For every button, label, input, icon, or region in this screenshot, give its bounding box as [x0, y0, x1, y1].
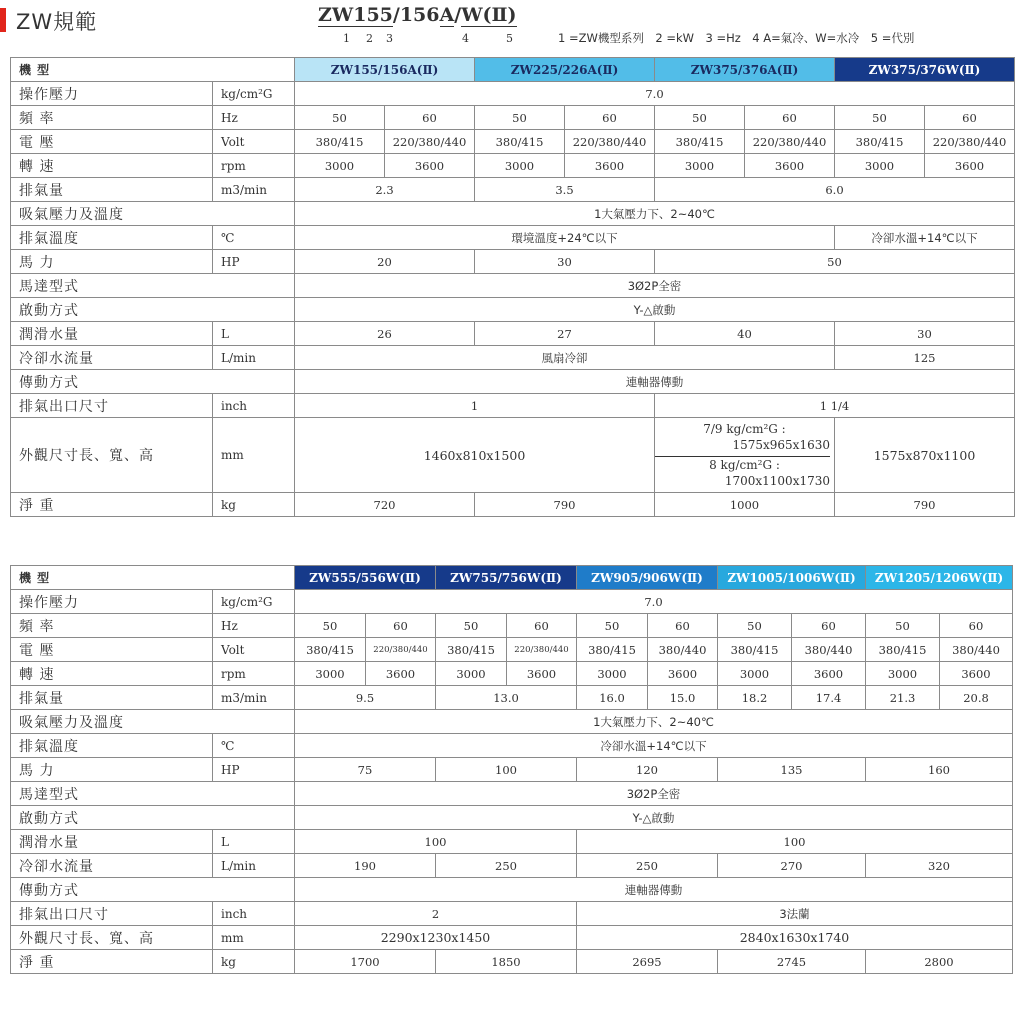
row-label: 操作壓力 [11, 82, 213, 106]
cell-value: 2290x1230x1450 [295, 926, 577, 950]
cell-value: 26 [295, 322, 475, 346]
cell-value: 250 [436, 854, 577, 878]
cell-value: 1000 [655, 493, 835, 517]
cell-value: 220/380/440 [507, 638, 577, 662]
cell-value: 20.8 [940, 686, 1013, 710]
row-unit: Hz [213, 106, 295, 130]
model-code-legend: 1 =ZW機型系列 2 =kW 3 =Hz 4 A=氣冷、W=水冷 5 =代別 [558, 31, 915, 45]
row-unit: m3/min [213, 686, 295, 710]
table-row [11, 854, 1013, 878]
cell-value: 380/415 [436, 638, 507, 662]
cell-value: 3600 [366, 662, 436, 686]
cell-value: 27 [475, 322, 655, 346]
row-label: 電 壓 [11, 638, 213, 662]
model-header: ZW905/906W(Ⅱ) [577, 566, 718, 590]
cell-value: 3600 [565, 154, 655, 178]
dims-variant-label: 7/9 kg/cm²G : [703, 422, 786, 436]
table-row [11, 106, 1015, 130]
row-unit: kg [213, 493, 295, 517]
cell-value: 3000 [866, 662, 940, 686]
cell-value: 220/380/440 [745, 130, 835, 154]
cell-value: 50 [577, 614, 648, 638]
row-label: 外觀尺寸長、寬、高 [11, 418, 213, 493]
cell-value: 3.5 [475, 178, 655, 202]
cell-value: 125 [835, 346, 1015, 370]
code-digit: 4 [462, 32, 469, 45]
cell-value: 冷卻水溫+14℃以下 [835, 226, 1015, 250]
row-unit: L/min [213, 346, 295, 370]
cell-value: 1大氣壓力下、2~40℃ [295, 710, 1013, 734]
table-row [11, 82, 1015, 106]
cell-value: 17.4 [792, 686, 866, 710]
cell-value: 1 1/4 [655, 394, 1015, 418]
cell-value: 60 [940, 614, 1013, 638]
row-unit: kg/cm²G [213, 590, 295, 614]
model-header: ZW375/376A(Ⅱ) [655, 58, 835, 82]
cell-value: 380/415 [577, 638, 648, 662]
row-label: 排氣量 [11, 686, 213, 710]
model-header: ZW1205/1206W(Ⅱ) [866, 566, 1013, 590]
cell-value: 790 [475, 493, 655, 517]
cell-value: 60 [366, 614, 436, 638]
dims-variant-label: 8 kg/cm²G : [709, 458, 780, 472]
row-label: 排氣出口尺寸 [11, 394, 213, 418]
table-row-models [11, 566, 1013, 590]
table-row [11, 902, 1013, 926]
cell-value: 3000 [295, 154, 385, 178]
cell-value: 190 [295, 854, 436, 878]
row-label: 傳動方式 [11, 878, 295, 902]
cell-value: Y-△啟動 [295, 806, 1013, 830]
cell-value: 3600 [925, 154, 1015, 178]
table-row [11, 590, 1013, 614]
cell-value: 2 [295, 902, 577, 926]
model-header: ZW225/226A(Ⅱ) [475, 58, 655, 82]
cell-value: 60 [565, 106, 655, 130]
spec-table-2 [10, 565, 1013, 974]
model-header: ZW1005/1006W(Ⅱ) [718, 566, 866, 590]
cell-value: 環境溫度+24℃以下 [295, 226, 835, 250]
cell-value: 60 [507, 614, 577, 638]
model-code-kw: 155 [353, 4, 393, 26]
model-code-kw-alt: /156 [392, 4, 440, 26]
row-unit: ℃ [213, 226, 295, 250]
row-unit: kg/cm²G [213, 82, 295, 106]
cell-value: 6.0 [655, 178, 1015, 202]
cell-value: 380/415 [295, 638, 366, 662]
row-unit: ℃ [213, 734, 295, 758]
cell-value: 380/415 [866, 638, 940, 662]
row-label: 馬 力 [11, 250, 213, 274]
row-unit: mm [213, 418, 295, 493]
cell-value: 100 [577, 830, 1013, 854]
row-label: 冷卻水流量 [11, 346, 213, 370]
cell-value: 100 [436, 758, 577, 782]
cell-value: 60 [925, 106, 1015, 130]
cell-value: 1575x870x1100 [835, 418, 1015, 493]
cell-value: 1700 [295, 950, 436, 974]
cell-value: 9.5 [295, 686, 436, 710]
table-row [11, 878, 1013, 902]
cell-value: 連軸器傳動 [295, 878, 1013, 902]
cell-value: 3000 [835, 154, 925, 178]
row-label: 排氣量 [11, 178, 213, 202]
cell-value: 100 [295, 830, 577, 854]
row-unit: L [213, 322, 295, 346]
model-code-cooling-a: A [439, 4, 455, 26]
cell-value: 1460x810x1500 [295, 418, 655, 493]
dims-variant-cell [655, 418, 835, 493]
model-header: ZW375/376W(Ⅱ) [835, 58, 1015, 82]
table-row [11, 418, 1015, 493]
cell-value: 2800 [866, 950, 1013, 974]
row-label: 機 型 [11, 58, 295, 82]
row-label: 頻 率 [11, 614, 213, 638]
cell-value: 380/415 [655, 130, 745, 154]
row-unit: Volt [213, 638, 295, 662]
row-label: 吸氣壓力及溫度 [11, 202, 295, 226]
row-label: 吸氣壓力及溫度 [11, 710, 295, 734]
row-label: 轉 速 [11, 154, 213, 178]
cell-value: 1850 [436, 950, 577, 974]
cell-value: 18.2 [718, 686, 792, 710]
cell-value: 50 [436, 614, 507, 638]
cell-value: 3600 [507, 662, 577, 686]
table-row [11, 154, 1015, 178]
table-row [11, 830, 1013, 854]
cell-value: 60 [648, 614, 718, 638]
cell-value: 7.0 [295, 82, 1015, 106]
row-label: 機 型 [11, 566, 295, 590]
cell-value: 720 [295, 493, 475, 517]
row-unit: L/min [213, 854, 295, 878]
cell-value: 380/440 [648, 638, 718, 662]
table-row [11, 662, 1013, 686]
code-digit: 3 [386, 32, 393, 45]
row-label: 電 壓 [11, 130, 213, 154]
cell-value: 30 [475, 250, 655, 274]
row-label: 啟動方式 [11, 298, 295, 322]
cell-value: 風扇冷卻 [295, 346, 835, 370]
row-unit: HP [213, 250, 295, 274]
code-digit: 2 [366, 32, 373, 45]
table-row [11, 274, 1015, 298]
cell-value: 21.3 [866, 686, 940, 710]
row-label: 排氣出口尺寸 [11, 902, 213, 926]
row-label: 潤滑水量 [11, 830, 213, 854]
table-row [11, 614, 1013, 638]
cell-value: 3000 [655, 154, 745, 178]
cell-value: 3法蘭 [577, 902, 1013, 926]
cell-value: 220/380/440 [925, 130, 1015, 154]
model-header: ZW155/156A(Ⅱ) [295, 58, 475, 82]
cell-value: 3000 [475, 154, 565, 178]
model-code-series: ZW [318, 4, 354, 26]
cell-value: 3000 [577, 662, 648, 686]
cell-value: 220/380/440 [565, 130, 655, 154]
row-label: 冷卻水流量 [11, 854, 213, 878]
cell-value: 380/415 [835, 130, 925, 154]
model-code-slash: / [454, 4, 462, 26]
cell-value: 2695 [577, 950, 718, 974]
cell-value: 15.0 [648, 686, 718, 710]
cell-value: 2.3 [295, 178, 475, 202]
cell-value: 120 [577, 758, 718, 782]
cell-value: 冷卻水溫+14℃以下 [295, 734, 1013, 758]
row-unit: mm [213, 926, 295, 950]
row-label: 馬達型式 [11, 782, 295, 806]
table-row [11, 758, 1013, 782]
cell-value: 30 [835, 322, 1015, 346]
row-unit: rpm [213, 662, 295, 686]
row-unit: HP [213, 758, 295, 782]
cell-value: 380/415 [718, 638, 792, 662]
model-header: ZW555/556W(Ⅱ) [295, 566, 436, 590]
row-unit: rpm [213, 154, 295, 178]
cell-value: 3600 [792, 662, 866, 686]
cell-value: 20 [295, 250, 475, 274]
table-row [11, 226, 1015, 250]
cell-value: 3600 [940, 662, 1013, 686]
cell-value: 3600 [648, 662, 718, 686]
cell-value: 2840x1630x1740 [577, 926, 1013, 950]
table-row [11, 250, 1015, 274]
cell-value: 220/380/440 [366, 638, 436, 662]
row-unit: m3/min [213, 178, 295, 202]
cell-value: 220/380/440 [385, 130, 475, 154]
cell-value: 16.0 [577, 686, 648, 710]
table-row [11, 202, 1015, 226]
cell-value: 380/440 [792, 638, 866, 662]
table-row [11, 686, 1013, 710]
table-row [11, 298, 1015, 322]
table-row-models [11, 58, 1015, 82]
cell-value: 270 [718, 854, 866, 878]
row-label: 轉 速 [11, 662, 213, 686]
cell-value: 320 [866, 854, 1013, 878]
table-row [11, 370, 1015, 394]
row-unit: Volt [213, 130, 295, 154]
cell-value: 3000 [718, 662, 792, 686]
cell-value: 50 [655, 250, 1015, 274]
cell-value: 380/415 [475, 130, 565, 154]
cell-value: 75 [295, 758, 436, 782]
cell-value: 3600 [745, 154, 835, 178]
table-row [11, 638, 1013, 662]
cell-value: 3000 [295, 662, 366, 686]
row-label: 排氣溫度 [11, 734, 213, 758]
cell-value: 790 [835, 493, 1015, 517]
row-unit: inch [213, 902, 295, 926]
code-digit: 5 [506, 32, 513, 45]
cell-value: 60 [792, 614, 866, 638]
table-row [11, 950, 1013, 974]
table-row [11, 493, 1015, 517]
dims-variant-value: 1575x965x1630 [732, 438, 830, 452]
table-row [11, 394, 1015, 418]
table-row [11, 734, 1013, 758]
cell-value: 連軸器傳動 [295, 370, 1015, 394]
cell-value: 380/415 [295, 130, 385, 154]
cell-value: 3Ø2P全密 [295, 782, 1013, 806]
cell-value: 3600 [385, 154, 475, 178]
dims-variant-value: 1700x1100x1730 [724, 474, 830, 488]
cell-value: 250 [577, 854, 718, 878]
row-label: 啟動方式 [11, 806, 295, 830]
row-label: 傳動方式 [11, 370, 295, 394]
cell-value: 1 [295, 394, 655, 418]
table-row [11, 322, 1015, 346]
row-label: 頻 率 [11, 106, 213, 130]
model-code-diagram [318, 4, 517, 27]
cell-value: 50 [295, 614, 366, 638]
cell-value: 13.0 [436, 686, 577, 710]
row-unit: kg [213, 950, 295, 974]
cell-value: 2745 [718, 950, 866, 974]
cell-value: 50 [475, 106, 565, 130]
table-row [11, 178, 1015, 202]
table-row [11, 346, 1015, 370]
spec-table-1 [10, 57, 1015, 517]
cell-value: 50 [295, 106, 385, 130]
row-label: 排氣溫度 [11, 226, 213, 250]
row-unit: Hz [213, 614, 295, 638]
page-title: ZW規範 [16, 10, 98, 34]
cell-value: 60 [745, 106, 835, 130]
cell-value: 3000 [436, 662, 507, 686]
table-row [11, 130, 1015, 154]
table-row [11, 782, 1013, 806]
row-label: 馬 力 [11, 758, 213, 782]
cell-value: 380/440 [940, 638, 1013, 662]
row-label: 潤滑水量 [11, 322, 213, 346]
cell-value: 60 [385, 106, 475, 130]
cell-value: 50 [866, 614, 940, 638]
cell-value: 50 [655, 106, 745, 130]
row-label: 淨 重 [11, 493, 213, 517]
model-header: ZW755/756W(Ⅱ) [436, 566, 577, 590]
model-code-generation: (Ⅱ) [482, 4, 517, 26]
cell-value: Y-△啟動 [295, 298, 1015, 322]
title-accent-bar [0, 8, 6, 32]
row-unit: inch [213, 394, 295, 418]
row-unit: L [213, 830, 295, 854]
cell-value: 135 [718, 758, 866, 782]
cell-value: 40 [655, 322, 835, 346]
row-label: 淨 重 [11, 950, 213, 974]
cell-value: 7.0 [295, 590, 1013, 614]
table-row [11, 806, 1013, 830]
model-code-cooling-w: W [461, 4, 483, 26]
row-label: 外觀尺寸長、寬、高 [11, 926, 213, 950]
table-row [11, 926, 1013, 950]
cell-value: 160 [866, 758, 1013, 782]
cell-value: 50 [718, 614, 792, 638]
code-digit: 1 [343, 32, 350, 45]
table-row [11, 710, 1013, 734]
cell-value: 50 [835, 106, 925, 130]
row-label: 馬達型式 [11, 274, 295, 298]
cell-value: 1大氣壓力下、2~40℃ [295, 202, 1015, 226]
row-label: 操作壓力 [11, 590, 213, 614]
cell-value: 3Ø2P全密 [295, 274, 1015, 298]
